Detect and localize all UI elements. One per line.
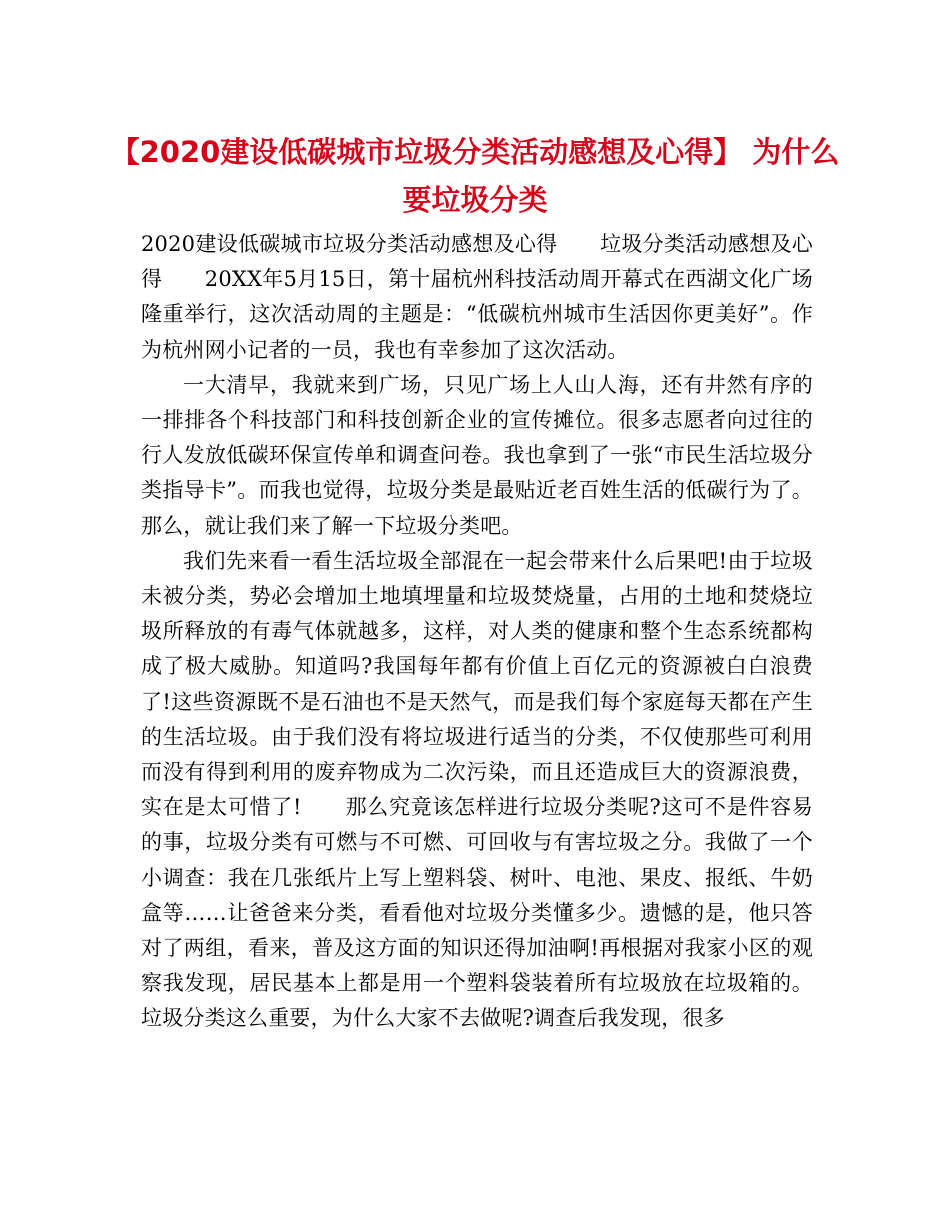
paragraph-intro: 2020建设低碳城市垃圾分类活动感想及心得 垃圾分类活动感想及心得 20XX年5月15日，第十届杭州科技活动周开幕式在西湖文化广场隆重举行，这次活动周的主题是：“低碳杭州城市生活因你更美好”。作为杭州网小记者的一员，我也有幸参加了这次活动。	[141, 232, 813, 362]
paragraph-morning: 一大清早，我就来到广场，只见广场上人山人海，还有井然有序的一排排各个科技部门和科技创新企业的宣传摊位。很多志愿者向过往的行人发放低碳环保宣传单和调查问卷。我也拿到了一张“市民生活垃圾分类指导卡”。而我也觉得，垃圾分类是最贴近老百姓生活的低碳行为了。那么，就让我们来了解一下垃圾分类吧。	[141, 372, 813, 538]
document-body	[141, 227, 813, 1037]
paragraph-consequences: 我们先来看一看生活垃圾全部混在一起会带来什么后果吧!由于垃圾未被分类，势必会增加土地填埋量和垃圾焚烧量，占用的土地和焚烧垃圾所释放的有毒气体就越多，这样，对人类的健康和整个生态系统都构成了极大威胁。知道吗?我国每年都有价值上百亿元的资源被白白浪费了!这些资源既不是石油也不是天然气，而是我们每个家庭每天都在产生的生活垃圾。由于我们没有将垃圾进行适当的分类，不仅使那些可利用而没有得到利用的废弃物成为二次污染，而且还造成巨大的资源浪费，实在是太可惜了! 那么究竟该怎样进行垃圾分类呢?这可不是件容易的事，垃圾分类有可燃与不可燃、可回收与有害垃圾之分。我做了一个小调查：我在几张纸片上写上塑料袋、树叶、电池、果皮、报纸、牛奶盒等……让爸爸来分类，看看他对垃圾分类懂多少。遗憾的是，他只答对了两组，看来，普及这方面的知识还得加油啊!再根据对我家小区的观察我发现，居民基本上都是用一个塑料袋装着所有垃圾放在垃圾箱的。垃圾分类这么重要，为什么大家不去做呢?调查后我发现，很多	[141, 548, 813, 1031]
document-title: 【2020建设低碳城市垃圾分类活动感想及心得】 为什么要垃圾分类	[110, 135, 840, 217]
